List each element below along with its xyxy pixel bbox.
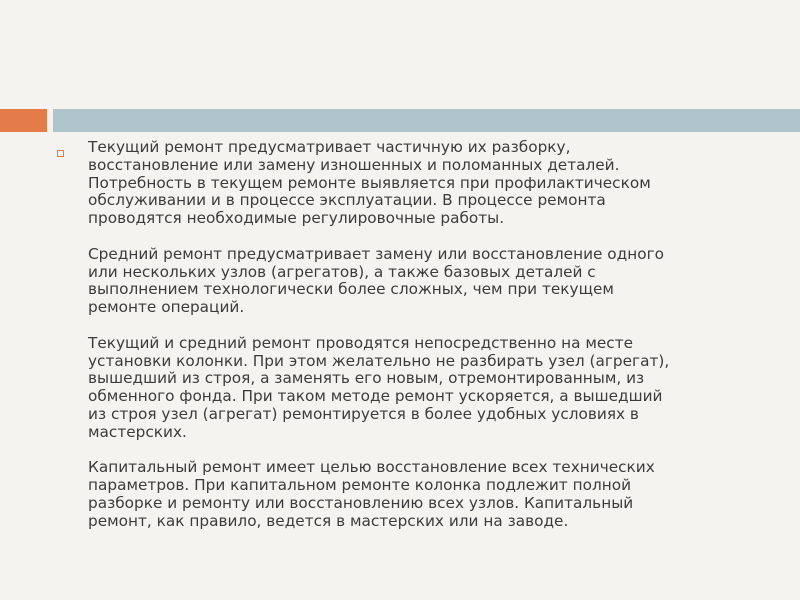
- text-line: Текущий ремонт предусматривает частичную их разборку,: [88, 138, 571, 156]
- text-line: восстановление или замену изношенных и поломанных деталей.: [88, 155, 620, 174]
- text-line: вышедший из строя, а заменять его новым, отремонтированным, из: [88, 369, 645, 388]
- text-line: параметров. При капитальном ремонте колонка подлежит полной: [88, 476, 632, 495]
- text-line: ремонте операций.: [88, 298, 245, 317]
- text-line: Капитальный ремонт имеет целью восстановление всех технических: [88, 458, 655, 477]
- text-line: обменного фонда. При таком методе ремонт ускоряется, а вышедший: [88, 387, 663, 406]
- text-line: установки колонки. При этом желательно не разбирать узел (агрегат),: [88, 351, 670, 370]
- text-line: Средний ремонт предусматривает замену или восстановление одного: [88, 244, 664, 263]
- text-line: Потребность в текущем ремонте выявляется при профилактическом: [88, 173, 651, 192]
- text-line: выполнением технологически более сложных, чем при текущем: [88, 280, 614, 299]
- text-line: ремонт, как правило, ведется в мастерских или на заводе.: [88, 511, 569, 530]
- hollow-square-bullet-icon: [57, 150, 64, 157]
- text-line: разборке и ремонту или восстановлению всех узлов. Капитальный: [88, 493, 634, 512]
- text-line: обслуживании и в процессе эксплуатации. В процессе ремонта: [88, 191, 606, 210]
- paragraph-current-repair: [88, 139, 768, 228]
- paragraph-capital-repair: [88, 459, 768, 530]
- text-line: мастерских.: [88, 422, 187, 441]
- text-line: Текущий и средний ремонт проводятся непосредственно на месте: [88, 333, 634, 352]
- text-line: из строя узел (агрегат) ремонтируется в более удобных условиях в: [88, 404, 639, 423]
- text-line: проводятся необходимые регулировочные работы.: [88, 209, 505, 228]
- accent-bar-orange: [0, 109, 47, 132]
- paragraph-onsite-repair: [88, 335, 768, 442]
- text-line: или нескольких узлов (агрегатов), а также базовых деталей с: [88, 262, 596, 281]
- slide-body: [88, 139, 768, 548]
- paragraph-medium-repair: [88, 246, 768, 317]
- header-bar: [53, 109, 800, 132]
